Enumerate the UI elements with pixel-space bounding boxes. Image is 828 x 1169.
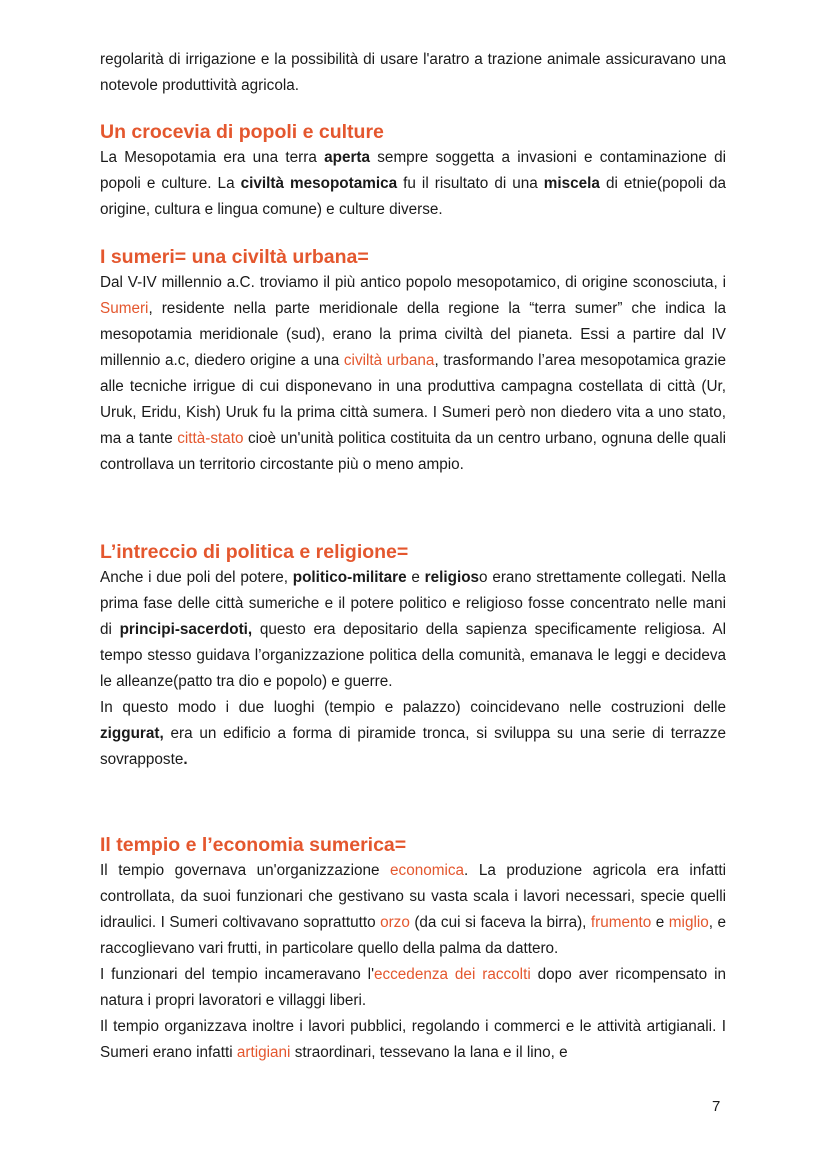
paragraph — [100, 1014, 726, 1066]
text-run: sempre soggetta a invasioni e contaminazione di popoli e culture. La — [100, 149, 726, 192]
section-crocevia — [100, 119, 726, 223]
text-run: fu il risultato di una — [397, 175, 544, 192]
highlighted-term: orzo — [380, 914, 410, 931]
text-run: di etnie(popoli da origine, cultura e lingua comune) e culture diverse. — [100, 175, 727, 218]
text-run: Dal V-IV millennio a.C. troviamo il più antico popolo mesopotamico, di origine sconosciuta, i — [100, 274, 726, 291]
text-run: e — [651, 914, 669, 931]
section-heading: L’intreccio di politica e religione= — [100, 541, 409, 563]
text-run: , trasformando l’area mesopotamica grazie alle tecniche irrigue di cui disponevano in una produttiva campagna costellata di città (Ur, Uruk, Eridu, Kish) Uruk fu la prima città sumera. I Sumeri però non diedero vita a uno stato, ma a tante — [100, 352, 726, 447]
section-sumeri — [100, 244, 726, 478]
paragraph — [100, 145, 726, 223]
highlighted-term: civiltà urbana — [343, 352, 435, 369]
text-run: dopo aver ricompensato in natura i propri lavoratori e villaggi liberi. — [100, 966, 726, 1009]
text-run: questo era depositario della sapienza specificamente religiosa. Al tempo stesso guidava l’organizzazione politica della comunità, emanava le leggi e decideva le alleanze(patto tra dio e popolo) e guerre. — [100, 621, 726, 690]
text-run: Il tempio governava un'organizzazione — [100, 862, 391, 879]
text-run: o erano strettamente collegati. Nella prima fase delle città sumeriche e il potere politico e religioso fosse concentrato nelle mani di — [100, 569, 726, 638]
section-heading: Il tempio e l’economia sumerica= — [100, 834, 407, 856]
bold-text: civiltà mesopotamica — [240, 175, 398, 192]
paragraph — [100, 270, 726, 478]
bold-text: aperta — [324, 149, 371, 166]
paragraph — [100, 47, 726, 99]
text-run: , e raccoglievano vari frutti, in particolare quello della palma da dattero. — [100, 914, 726, 957]
text-run: . La produzione agricola era infatti controllata, da suoi funzionari che gestivano su vasta scala i lavori necessari, specie quelli idraulici. I Sumeri coltivavano soprattutto — [100, 862, 726, 931]
highlighted-term: Sumeri — [100, 300, 149, 317]
page-number: 7 — [712, 1098, 721, 1115]
text-run: regolarità di irrigazione e la possibilità di usare l'aratro a trazione animale assicuravano una notevole produttività agricola. — [100, 51, 726, 94]
bold-text: ziggurat, — [100, 725, 164, 742]
highlighted-term: frumento — [590, 914, 652, 931]
paragraph — [100, 565, 726, 695]
text-run: cioè un'unità politica costituita da un centro urbano, ognuna delle quali controllava un territorio circostante più o meno ampio. — [100, 430, 726, 473]
section-heading: I sumeri= una civiltà urbana= — [100, 246, 369, 268]
text-run: Il tempio organizzava inoltre i lavori pubblici, regolando i commerci e le attività artigianali. I Sumeri erano infatti — [100, 1018, 726, 1061]
highlighted-term: artigiani — [236, 1044, 291, 1061]
text-run: (da cui si faceva la birra), — [409, 914, 591, 931]
text-run: I funzionari del tempio incameravano l' — [100, 966, 374, 983]
bold-text: . — [183, 751, 188, 768]
text-run: La Mesopotamia era una terra — [100, 149, 325, 166]
text-run: straordinari, tessevano la lana e il lino, e — [290, 1044, 568, 1061]
section-heading: Un crocevia di popoli e culture — [100, 121, 384, 143]
bold-text: politico-militare — [292, 569, 407, 586]
bold-text: miscela — [543, 175, 600, 192]
section-0 — [100, 47, 726, 99]
paragraph — [100, 858, 726, 962]
bold-text: principi-sacerdoti, — [119, 621, 253, 638]
section-politica-religione — [100, 539, 726, 773]
highlighted-term: eccedenza dei raccolti — [374, 966, 531, 983]
highlighted-term: città-stato — [177, 430, 244, 447]
text-run: e — [406, 569, 425, 586]
text-run: In questo modo i due luoghi (tempio e palazzo) coincidevano nelle costruzioni delle — [100, 699, 726, 716]
bold-text: religios — [424, 569, 480, 586]
text-run: , residente nella parte meridionale della regione la “terra sumer” che indica la mesopotamia meridionale (sud), erano la prima civiltà del pianeta. Essi a partire dal IV millennio a.c, diedero origine a una — [100, 300, 726, 369]
text-run: era un edificio a forma di piramide tronca, si sviluppa su una serie di terrazze sovrapposte — [100, 725, 726, 768]
highlighted-term: miglio — [668, 914, 709, 931]
paragraph — [100, 695, 726, 773]
paragraph — [100, 962, 726, 1014]
text-run: Anche i due poli del potere, — [100, 569, 293, 586]
highlighted-term: economica — [390, 862, 465, 879]
section-tempio-economia — [100, 832, 726, 1066]
